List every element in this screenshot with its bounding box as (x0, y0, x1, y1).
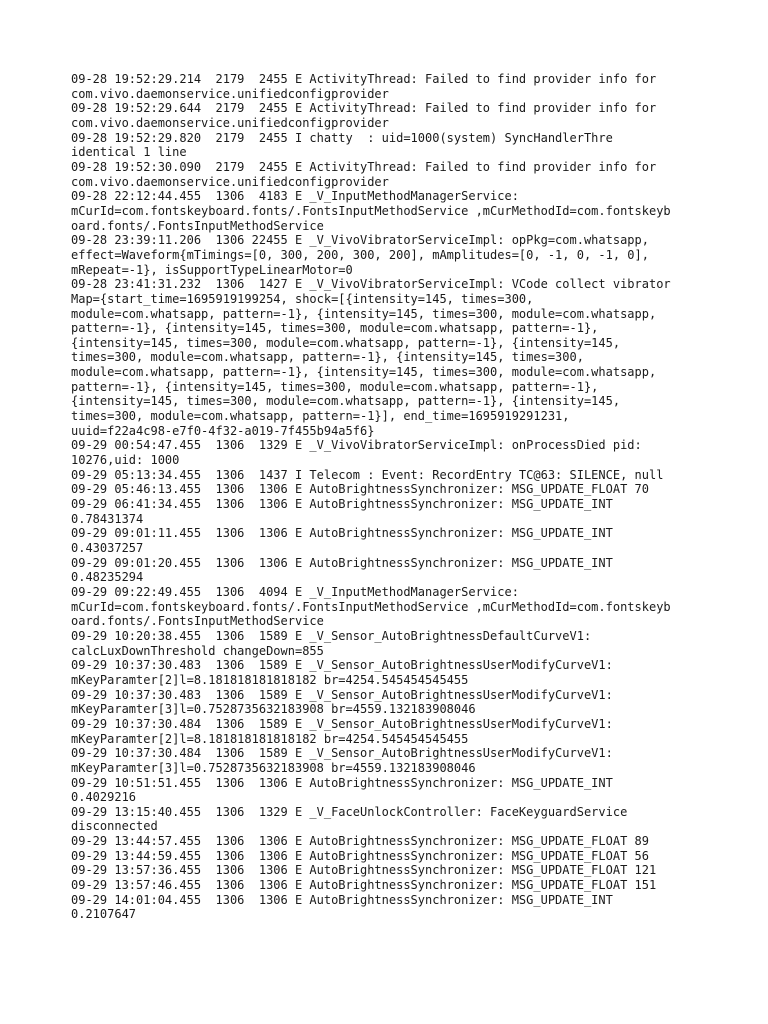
log-line: mKeyParamter[2]l=8.181818181818182 br=4254.545454545455 (71, 731, 469, 746)
log-line: module=com.whatsapp, pattern=-1}, {intensity=145, times=300, module=com.whatsapp, (71, 306, 657, 321)
log-line: 09-29 05:46:13.455 1306 1306 E AutoBrightnessSynchronizer: MSG_UPDATE_FLOAT 70 (71, 482, 649, 497)
log-line: pattern=-1}, {intensity=145, times=300, module=com.whatsapp, pattern=-1}, (71, 321, 599, 336)
log-line: 09-29 09:01:11.455 1306 1306 E AutoBrightnessSynchronizer: MSG_UPDATE_INT (71, 526, 613, 541)
log-line: 10276,uid: 1000 (71, 453, 180, 468)
log-line: 09-29 10:37:30.484 1306 1589 E _V_Sensor_AutoBrightnessUserModifyCurveV1: (71, 746, 613, 761)
log-line: 09-29 13:44:57.455 1306 1306 E AutoBrightnessSynchronizer: MSG_UPDATE_FLOAT 89 (71, 834, 649, 849)
log-line: times=300, module=com.whatsapp, pattern=-1}, {intensity=145, times=300, (71, 350, 584, 365)
log-line: mCurId=com.fontskeyboard.fonts/.FontsInputMethodService ,mCurMethodId=com.fontskeyb (71, 599, 671, 614)
log-line: 09-28 19:52:30.090 2179 2455 E ActivityThread: Failed to find provider info for (71, 159, 657, 174)
log-line: 09-29 10:20:38.455 1306 1589 E _V_Sensor_AutoBrightnessDefaultCurveV1: (71, 628, 592, 643)
log-line: 09-28 23:41:31.232 1306 1427 E _V_VivoVibratorServiceImpl: VCode collect vibrator (71, 277, 671, 292)
log-line: mCurId=com.fontskeyboard.fonts/.FontsInputMethodService ,mCurMethodId=com.fontskeyb (71, 203, 671, 218)
log-line: 09-29 13:15:40.455 1306 1329 E _V_FaceUnlockController: FaceKeyguardService (71, 804, 628, 819)
log-line: 0.78431374 (71, 511, 144, 526)
log-line: oard.fonts/.FontsInputMethodService (71, 218, 324, 233)
log-line: {intensity=145, times=300, module=com.whatsapp, pattern=-1}, {intensity=145, (71, 394, 621, 409)
log-line: identical 1 line (71, 145, 187, 160)
log-line: 09-29 10:37:30.483 1306 1589 E _V_Sensor_AutoBrightnessUserModifyCurveV1: (71, 687, 613, 702)
log-line: 09-28 19:52:29.820 2179 2455 I chatty : uid=1000(system) SyncHandlerThre (71, 130, 613, 145)
log-line: 09-29 10:51:51.455 1306 1306 E AutoBrightnessSynchronizer: MSG_UPDATE_INT (71, 775, 613, 790)
log-line: mKeyParamter[3]l=0.7528735632183908 br=4559.132183908046 (71, 760, 476, 775)
log-line: 09-29 10:37:30.484 1306 1589 E _V_Sensor_AutoBrightnessUserModifyCurveV1: (71, 716, 613, 731)
log-line: 0.43037257 (71, 541, 144, 555)
log-line: 09-29 13:44:59.455 1306 1306 E AutoBrightnessSynchronizer: MSG_UPDATE_FLOAT 56 (71, 848, 649, 863)
log-line: 09-29 13:57:46.455 1306 1306 E AutoBrightnessSynchronizer: MSG_UPDATE_FLOAT 151 (71, 878, 657, 893)
log-line: 09-29 09:22:49.455 1306 4094 E _V_InputMethodManagerService: (71, 584, 519, 599)
log-line: 09-29 14:01:04.455 1306 1306 E AutoBrightnessSynchronizer: MSG_UPDATE_INT (71, 892, 613, 907)
log-text-block (71, 72, 711, 922)
log-line: mRepeat=-1}, isSupportTypeLinearMotor=0 (71, 262, 353, 277)
log-line: com.vivo.daemonservice.unifiedconfigprovider (71, 86, 389, 101)
log-line: 09-28 22:12:44.455 1306 4183 E _V_InputMethodManagerService: (71, 189, 519, 204)
log-line: oard.fonts/.FontsInputMethodService (71, 614, 324, 629)
log-line: com.vivo.daemonservice.unifiedconfigprovider (71, 174, 389, 189)
log-line: times=300, module=com.whatsapp, pattern=-1}], end_time=1695919291231, (71, 409, 570, 424)
log-line: 09-29 09:01:20.455 1306 1306 E AutoBrightnessSynchronizer: MSG_UPDATE_INT (71, 555, 613, 570)
log-line: 0.48235294 (71, 570, 144, 585)
log-line: com.vivo.daemonservice.unifiedconfigprovider (71, 115, 389, 130)
log-line: Map={start_time=1695919199254, shock=[{intensity=145, times=300, (71, 291, 534, 306)
log-line: 09-28 23:39:11.206 1306 22455 E _V_VivoVibratorServiceImpl: opPkg=com.whatsapp, (71, 233, 649, 248)
log-line: {intensity=145, times=300, module=com.whatsapp, pattern=-1}, {intensity=145, (71, 335, 621, 350)
log-line: 09-28 19:52:29.214 2179 2455 E ActivityThread: Failed to find provider info for (71, 72, 657, 86)
log-line: mKeyParamter[3]l=0.7528735632183908 br=4559.132183908046 (71, 702, 476, 717)
log-line: mKeyParamter[2]l=8.181818181818182 br=4254.545454545455 (71, 672, 469, 687)
log-line: module=com.whatsapp, pattern=-1}, {intensity=145, times=300, module=com.whatsapp, (71, 365, 657, 380)
log-line: 09-28 19:52:29.644 2179 2455 E ActivityThread: Failed to find provider info for (71, 101, 657, 116)
log-line: 09-29 00:54:47.455 1306 1329 E _V_VivoVibratorServiceImpl: onProcessDied pid: (71, 438, 642, 453)
log-line: 09-29 13:57:36.455 1306 1306 E AutoBrightnessSynchronizer: MSG_UPDATE_FLOAT 121 (71, 863, 657, 878)
log-line: 0.2107647 (71, 907, 137, 922)
log-line: 09-29 10:37:30.483 1306 1589 E _V_Sensor_AutoBrightnessUserModifyCurveV1: (71, 658, 613, 673)
log-line: 09-29 05:13:34.455 1306 1437 I Telecom : Event: RecordEntry TC@63: SILENCE, null (71, 467, 664, 482)
log-line: 09-29 06:41:34.455 1306 1306 E AutoBrightnessSynchronizer: MSG_UPDATE_INT (71, 497, 613, 512)
log-line: effect=Waveform{mTimings=[0, 300, 200, 300, 200], mAmplitudes=[0, -1, 0, -1, 0], (71, 247, 649, 262)
log-line: uuid=f22a4c98-e7f0-4f32-a019-7f455b94a5f6} (71, 423, 375, 438)
log-line: 0.4029216 (71, 790, 137, 805)
log-line: disconnected (71, 819, 158, 834)
log-line: calcLuxDownThreshold changeDown=855 (71, 643, 324, 658)
log-line: pattern=-1}, {intensity=145, times=300, module=com.whatsapp, pattern=-1}, (71, 379, 599, 394)
